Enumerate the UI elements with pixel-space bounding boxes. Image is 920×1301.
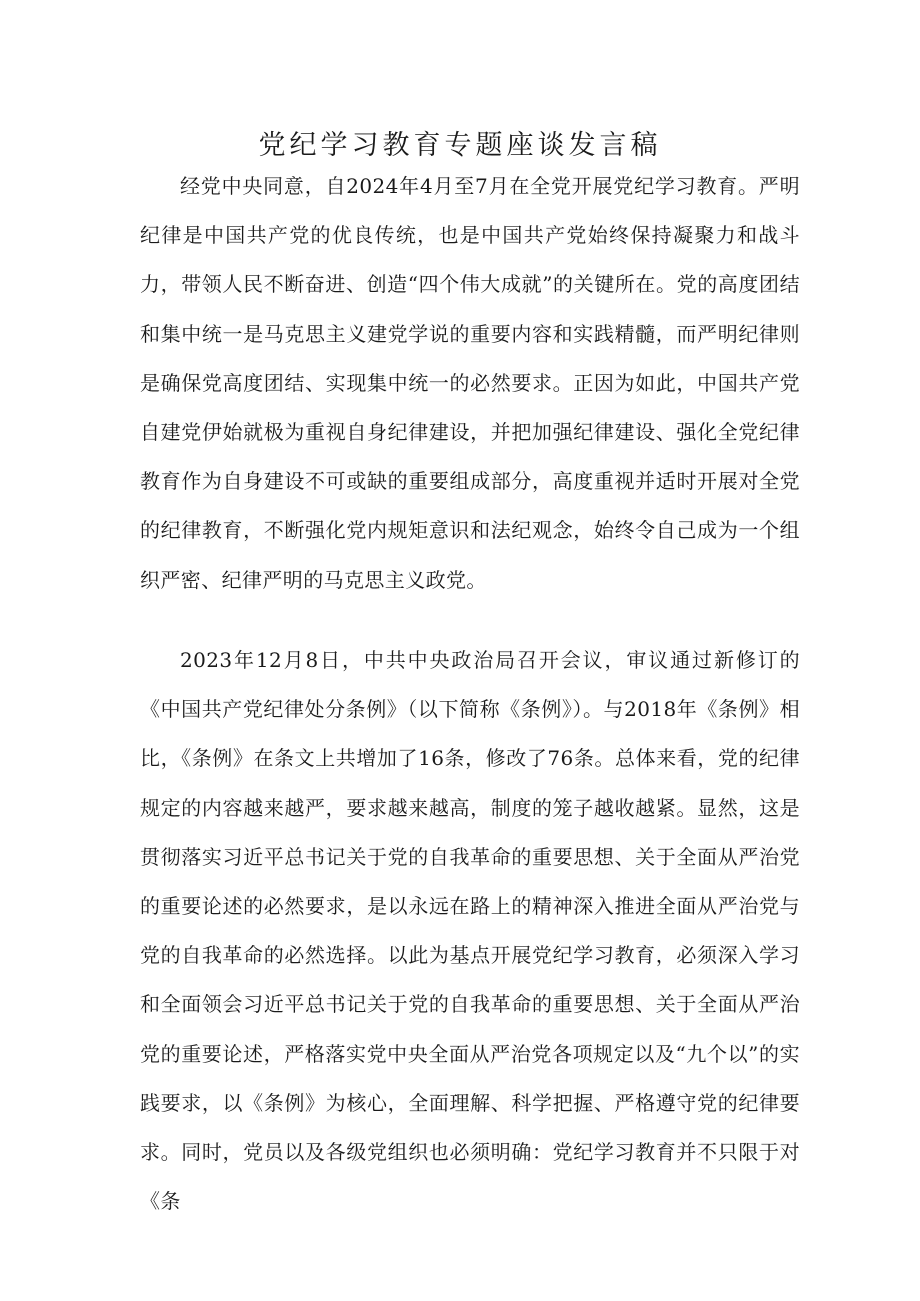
document-title: 党纪学习教育专题座谈发言稿 <box>258 130 662 161</box>
paragraph-2: 2023年12月8日，中共中央政治局召开会议，审议通过新修订的《中国共产党纪律处分条例》（以下简称《条例》）。与2018年《条例》相比，《条例》在条文上共增加了16条，修改了76条。总体来看，党的纪律规定的内容越来越严，要求越来越高，制度的笼子越收越紧。显然，这是贯彻落实习近平总书记关于党的自我革命的重要思想、关于全面从严治党的重要论述的必然要求，是以永远在路上的精神深入推进全面从严治党与党的自我革命的必然选择。以此为基点开展党纪学习教育，必须深入学习和全面领会习近平总书记关于党的自我革命的重要思想、关于全面从严治党的重要论述，严格落实党中央全面从严治党各项规定以及“九个以”的实践要求，以《条例》为核心，全面理解、科学把握、严格遵守党的纪律要求。同时，党员以及各级党组织也必须明确：党纪学习教育并不只限于对《条 <box>140 648 800 1214</box>
paragraph-1: 经党中央同意，自2024年4月至7月在全党开展党纪学习教育。严明纪律是中国共产党的优良传统，也是中国共产党始终保持凝聚力和战斗力，带领人民不断奋进、创造“四个伟大成就”的关键所在。党的高度团结和集中统一是马克思主义建党学说的重要内容和实践精髓，而严明纪律则是确保党高度团结、实现集中统一的必然要求。正因为如此，中国共产党自建党伊始就极为重视自身纪律建设，并把加强纪律建设、强化全党纪律教育作为自身建设不可或缺的重要组成部分，高度重视并适时开展对全党的纪律教育，不断强化党内规矩意识和法纪观念，始终令自己成为一个组织严密、纪律严明的马克思主义政党。 <box>140 174 800 592</box>
